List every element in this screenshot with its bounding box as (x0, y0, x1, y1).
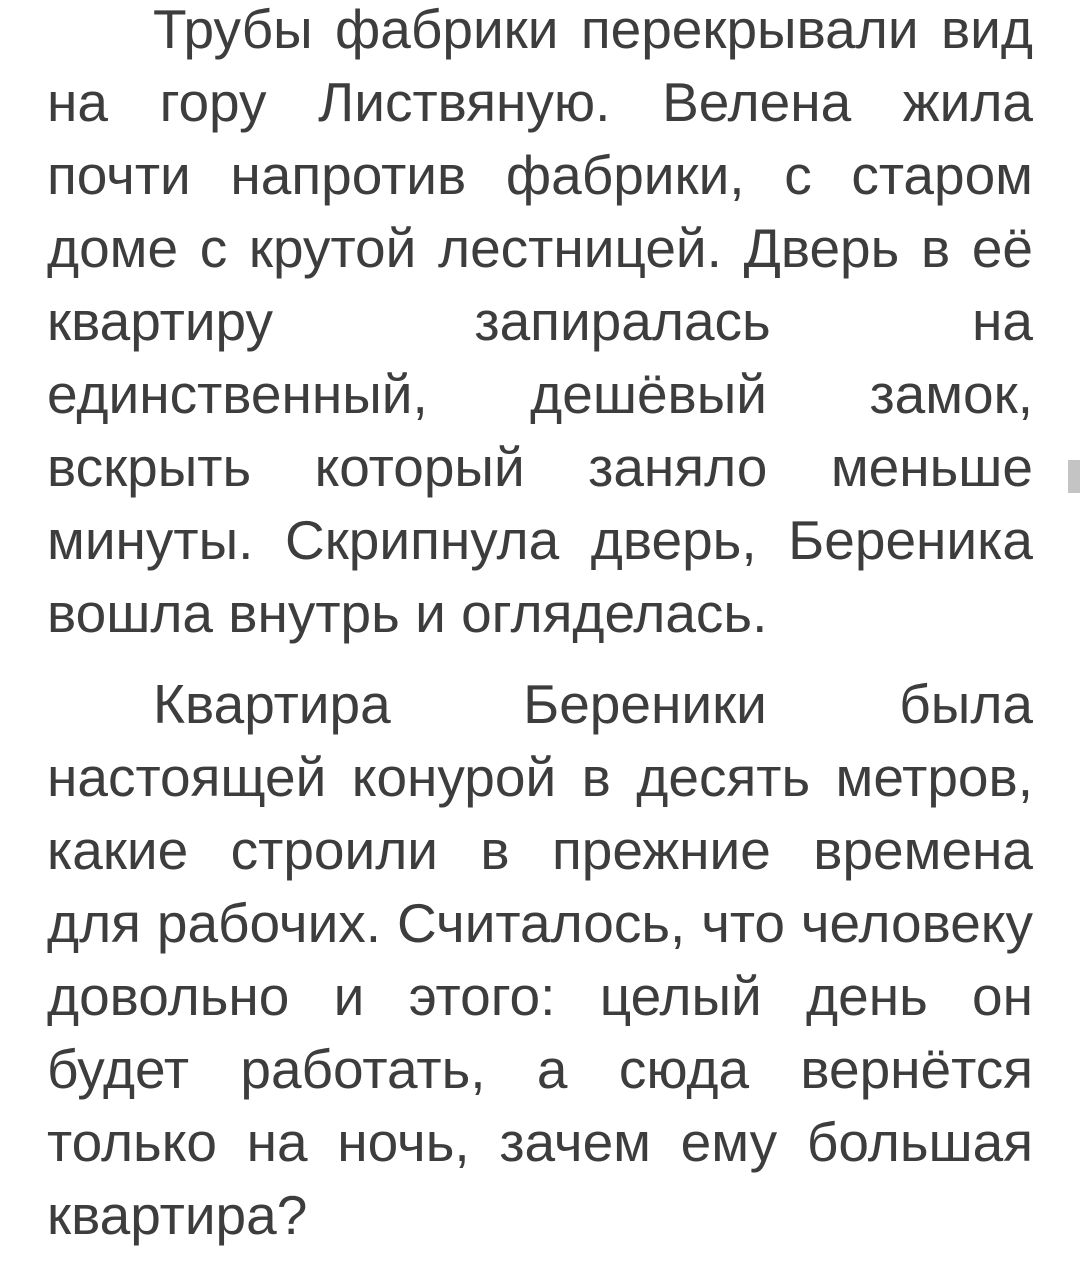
scrollbar-thumb[interactable] (1068, 460, 1080, 493)
paragraph: Трубы фабрики перекрывали вид на гору Листвяную. Велена жила почти напротив фабрики, с старом доме с крутой лестницей. Дверь в её квартиру запиралась на единственный, дешёвый замок, вскрыть который заняло меньше минуты. Скрипнула дверь, Береника вошла внутрь и огляделась. (47, 0, 1033, 644)
paragraph: Квартира Береники была настоящей конурой в десять метров, какие строили в прежние времена для рабочих. Считалось, что человеку довольно и этого: целый день он будет работать, а сюда вернётся только на ночь, зачем ему большая квартира? (47, 673, 1033, 1246)
